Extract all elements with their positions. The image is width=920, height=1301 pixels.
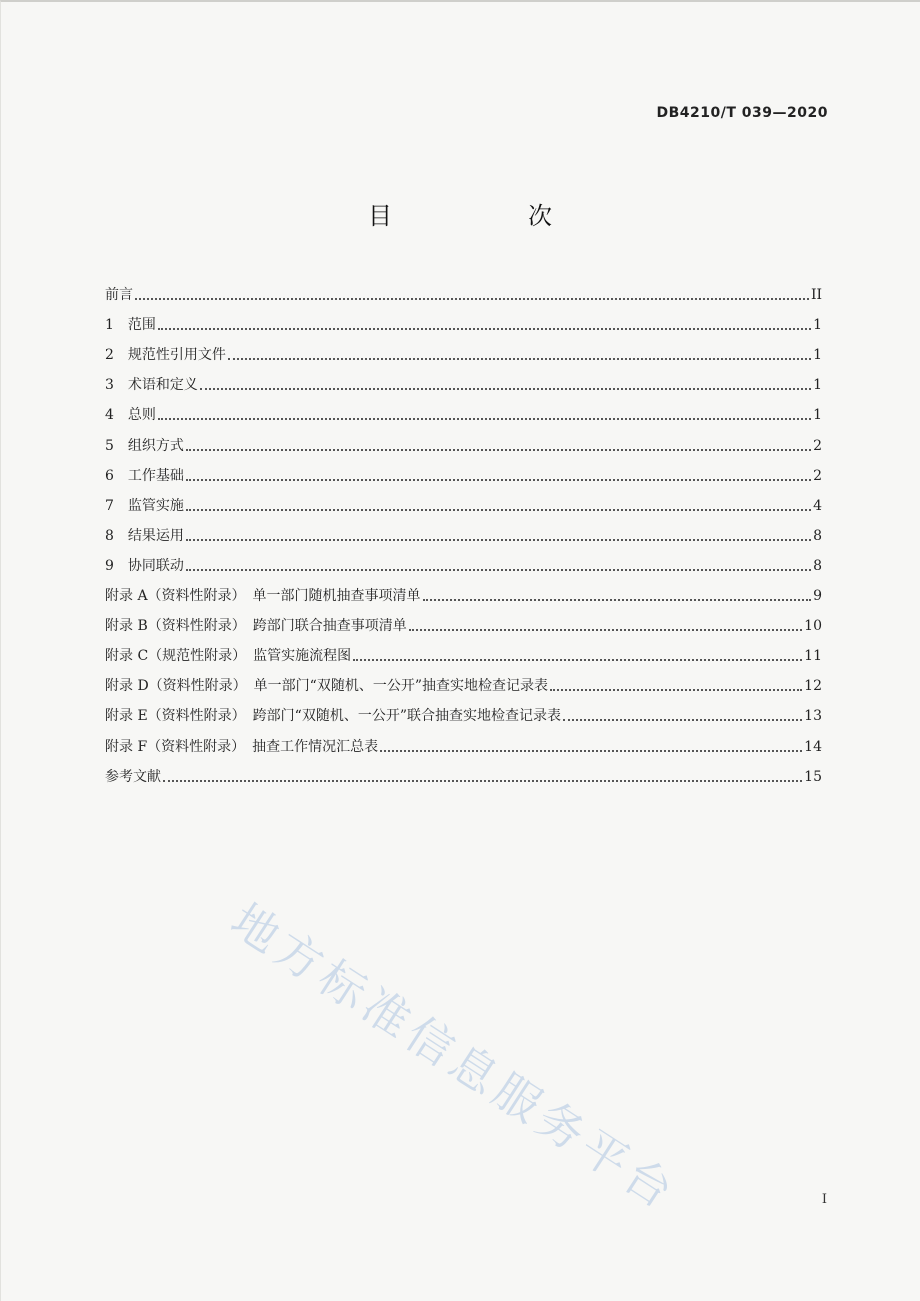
toc-leader-dots [186, 539, 811, 541]
toc-entry-label: 6 工作基础 [105, 467, 184, 484]
toc-leader-dots [228, 358, 811, 360]
toc-leader-dots [186, 569, 811, 571]
toc-entry[interactable] [105, 486, 822, 516]
toc-entry-page: 11 [804, 648, 822, 665]
toc-leader-dots [186, 449, 811, 451]
toc-entry-label: 2 规范性引用文件 [105, 347, 226, 364]
toc-entry[interactable] [105, 516, 822, 546]
toc-entry-label: 1 范围 [105, 317, 156, 334]
toc-entry-page: II [810, 287, 822, 304]
toc-leader-dots [563, 719, 802, 721]
toc-entry[interactable] [105, 546, 822, 576]
toc-entry-label: 附录 D（资料性附录） 单一部门“双随机、一公开”抽查实地检查记录表 [105, 678, 548, 695]
toc-entry-page: 9 [813, 588, 822, 605]
toc-entry-page: 15 [804, 768, 822, 785]
watermark: 地方标准信息服务平台 [221, 892, 688, 1222]
toc-entry[interactable] [105, 726, 822, 756]
toc-entry-label: 附录 A（资料性附录） 单一部门随机抽查事项清单 [105, 588, 421, 605]
toc-entry[interactable] [105, 666, 822, 696]
toc-entry-page: 10 [804, 618, 822, 635]
toc-entry-page: 14 [804, 738, 822, 755]
toc-leader-dots [380, 750, 802, 752]
toc-entry-page: 4 [813, 497, 822, 514]
toc-entry[interactable] [105, 275, 822, 305]
toc-entry[interactable] [105, 696, 822, 726]
toc-leader-dots [158, 328, 811, 330]
toc-entry-label: 8 结果运用 [105, 527, 184, 544]
toc-leader-dots [200, 388, 811, 390]
toc-entry-page: 2 [813, 467, 822, 484]
toc-entry[interactable] [105, 636, 822, 666]
toc-entry-page: 1 [813, 317, 822, 334]
toc-leader-dots [423, 599, 812, 601]
toc-entry[interactable] [105, 365, 822, 395]
toc-entry-label: 附录 B（资料性附录） 跨部门联合抽查事项清单 [105, 618, 407, 635]
page-number: I [821, 1192, 827, 1207]
toc-entry-page: 12 [804, 678, 822, 695]
toc-entry-label: 附录 E（资料性附录） 跨部门“双随机、一公开”联合抽查实地检查记录表 [105, 708, 561, 725]
toc-entry-label: 附录 C（规范性附录） 监管实施流程图 [105, 648, 352, 665]
toc-entry[interactable] [105, 757, 822, 787]
toc-entry-page: 1 [813, 407, 822, 424]
toc-entry[interactable] [105, 456, 822, 486]
toc-entry-label: 前言 [105, 287, 133, 304]
toc-leader-dots [135, 298, 809, 300]
toc-entry-page: 8 [813, 557, 822, 574]
toc-entry-label: 4 总则 [105, 407, 156, 424]
toc-entry-page: 1 [813, 377, 822, 394]
toc-entry-label: 7 监管实施 [105, 497, 184, 514]
page-title: 目 次 [368, 202, 608, 230]
toc-leader-dots [550, 689, 802, 691]
toc-leader-dots [353, 659, 802, 661]
toc-entry[interactable] [105, 606, 822, 636]
toc-leader-dots [163, 780, 802, 782]
toc-entry-label: 参考文献 [105, 768, 161, 785]
toc-entry-page: 13 [804, 708, 822, 725]
table-of-contents [105, 275, 822, 787]
toc-entry-label: 9 协同联动 [105, 557, 184, 574]
toc-leader-dots [186, 509, 811, 511]
toc-entry[interactable] [105, 305, 822, 335]
toc-entry-page: 2 [813, 437, 822, 454]
toc-entry[interactable] [105, 335, 822, 365]
toc-entry-page: 8 [813, 527, 822, 544]
toc-entry-label: 附录 F（资料性附录） 抽查工作情况汇总表 [105, 738, 379, 755]
toc-entry[interactable] [105, 395, 822, 425]
toc-entry-label: 5 组织方式 [105, 437, 184, 454]
toc-leader-dots [409, 629, 802, 631]
toc-entry[interactable] [105, 425, 822, 455]
toc-entry-label: 3 术语和定义 [105, 377, 198, 394]
toc-leader-dots [186, 479, 811, 481]
toc-entry[interactable] [105, 576, 822, 606]
document-code: DB4210/T 039—2020 [656, 105, 828, 121]
toc-entry-page: 1 [813, 347, 822, 364]
toc-leader-dots [158, 418, 811, 420]
